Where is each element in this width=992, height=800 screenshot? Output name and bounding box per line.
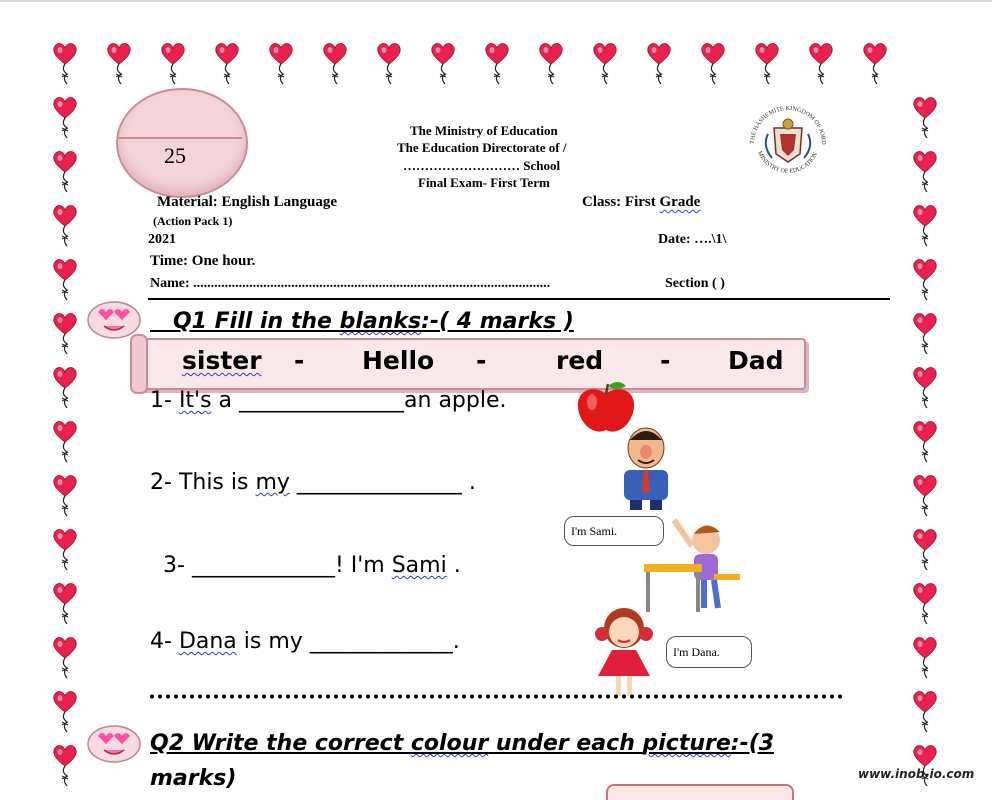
time-label: Time: One hour. xyxy=(150,253,256,269)
heart-balloon-icon xyxy=(52,42,78,88)
heart-balloon-icon xyxy=(912,690,938,736)
heart-balloon-icon xyxy=(484,42,510,88)
score-value: 25 xyxy=(164,143,186,168)
heart-balloon-icon xyxy=(912,150,938,196)
heart-balloon-icon xyxy=(52,312,78,358)
speech-bubble-sami: I'm Sami. xyxy=(564,516,664,546)
heart-balloon-icon xyxy=(912,636,938,682)
q1-item-4: 4- Dana is my _____________. xyxy=(150,629,460,654)
heart-balloon-icon xyxy=(912,474,938,520)
book-label: (Action Pack 1) xyxy=(153,214,233,228)
heart-balloon-icon xyxy=(912,204,938,250)
heart-balloon-icon xyxy=(214,42,240,88)
word-bank-word: Dad xyxy=(728,346,784,375)
sami-picture xyxy=(640,514,744,618)
heart-balloon-icon xyxy=(52,582,78,628)
heart-balloon-icon xyxy=(376,42,402,88)
heart-balloon-icon xyxy=(52,420,78,466)
emblem-text-top: THE HASHEMITE KINGDOM OF JORD xyxy=(748,104,828,145)
heart-balloon-icon xyxy=(538,42,564,88)
word-bank-word: red xyxy=(556,346,604,375)
section-divider-dots xyxy=(148,694,842,699)
class-label: Class: First Grade xyxy=(582,194,701,210)
heart-balloon-icon xyxy=(52,150,78,196)
heart-balloon-icon xyxy=(592,42,618,88)
word-bank-word: Hello xyxy=(362,346,435,375)
word-bank-separator: - xyxy=(660,346,671,375)
name-field: Name: ...................................................................................................... xyxy=(150,276,551,291)
heart-balloon-icon xyxy=(322,42,348,88)
heart-balloon-icon xyxy=(912,582,938,628)
heart-balloon-icon xyxy=(160,42,186,88)
header-rule xyxy=(148,298,890,300)
heart-balloon-icon xyxy=(52,96,78,142)
heart-balloon-icon xyxy=(268,42,294,88)
q1-title: Q1 Fill in the blanks:-( 4 marks ) xyxy=(172,309,574,334)
heart-balloon-icon xyxy=(912,420,938,466)
heart-balloon-icon xyxy=(862,42,888,88)
heart-balloon-icon xyxy=(912,312,938,358)
q2-title: Q2 Write the correct colour under each picture:-(3 xyxy=(150,731,775,756)
school-line: ……………………… School xyxy=(403,158,561,173)
heart-balloon-icon xyxy=(912,528,938,574)
heart-balloon-icon xyxy=(912,366,938,412)
date-field: Date: ….\1\ xyxy=(658,232,727,247)
emblem-text-bottom: MINISTRY OF EDUCATION xyxy=(756,149,820,175)
word-bank-separator: - xyxy=(294,346,305,375)
dana-picture xyxy=(588,604,660,700)
heart-balloon-icon xyxy=(430,42,456,88)
heart-balloon-icon xyxy=(912,258,938,304)
section-field: Section ( ) xyxy=(665,276,725,291)
smiley-love-icon xyxy=(86,724,142,764)
speech-bubble-dana: I'm Dana. xyxy=(666,636,752,668)
material-label: Material: English Language xyxy=(157,194,338,210)
ministry-emblem xyxy=(744,104,832,178)
score-divider xyxy=(118,137,242,139)
heart-balloon-icon xyxy=(646,42,672,88)
watermark: www.inob-io.com xyxy=(858,767,975,781)
q2-title-continued: marks) xyxy=(150,766,237,791)
heart-balloon-icon xyxy=(52,690,78,736)
heart-balloon-icon xyxy=(52,636,78,682)
heart-balloon-icon xyxy=(52,528,78,574)
directorate-line: The Education Directorate of / xyxy=(397,140,567,155)
year-label: 2021 xyxy=(148,232,176,247)
heart-balloon-icon xyxy=(106,42,132,88)
heart-balloon-icon xyxy=(52,474,78,520)
heart-balloon-icon xyxy=(808,42,834,88)
heart-balloon-icon xyxy=(52,258,78,304)
q1-item-2: 2- This is my _______________ . xyxy=(150,470,476,495)
q1-item-3: 3- _____________! I'm Sami . xyxy=(163,553,461,578)
heart-balloon-icon xyxy=(700,42,726,88)
heart-balloon-icon xyxy=(754,42,780,88)
word-bank-word: sister xyxy=(182,346,262,375)
dad-picture xyxy=(616,426,678,512)
heart-balloon-icon xyxy=(52,744,78,790)
heart-balloon-icon xyxy=(52,204,78,250)
exam-title: Final Exam- First Term xyxy=(418,175,550,190)
heart-balloon-icon xyxy=(52,366,78,412)
word-bank-separator: - xyxy=(476,346,487,375)
ministry-title: The Ministry of Education xyxy=(410,123,558,138)
q1-item-1: 1- It's a _______________an apple. xyxy=(150,388,507,413)
heart-balloon-icon xyxy=(912,96,938,142)
page-top-edge xyxy=(0,0,992,2)
colour-picture-frame xyxy=(606,784,794,800)
